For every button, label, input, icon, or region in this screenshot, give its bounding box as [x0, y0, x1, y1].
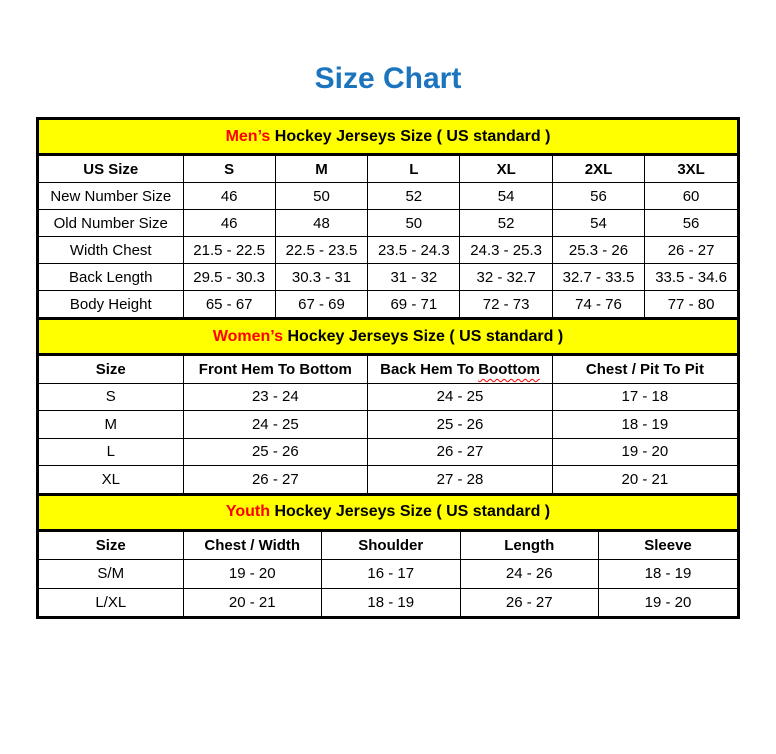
- col-header-cell: M: [275, 155, 367, 183]
- col-header-cell: Front Hem To Bottom: [183, 355, 368, 384]
- mens-section-title: [39, 120, 737, 155]
- value-cell: 77 - 80: [645, 291, 737, 318]
- womens-section-banner: [39, 319, 737, 355]
- value-cell: 50: [275, 183, 367, 210]
- value-cell: 54: [552, 210, 644, 237]
- value-cell: 20 - 21: [183, 588, 322, 616]
- table-row: [39, 264, 737, 291]
- womens-header-row: [39, 355, 737, 384]
- table-row: [39, 237, 737, 264]
- value-cell: 26 - 27: [645, 237, 737, 264]
- table-row: [39, 560, 737, 589]
- size-chart: [36, 117, 740, 619]
- row-label-cell: L: [39, 438, 183, 466]
- col-header-cell: Chest / Pit To Pit: [552, 355, 737, 384]
- value-cell: 30.3 - 31: [275, 264, 367, 291]
- table-row: [39, 466, 737, 493]
- youth-section-title: [39, 494, 737, 530]
- value-cell: 46: [183, 183, 275, 210]
- value-cell: 20 - 21: [552, 466, 737, 493]
- value-cell: 69 - 71: [368, 291, 460, 318]
- youth-title-rest: Hockey Jerseys Size ( US standard ): [270, 503, 551, 520]
- value-cell: 21.5 - 22.5: [183, 237, 275, 264]
- value-cell: 48: [275, 210, 367, 237]
- col-header-cell: S: [183, 155, 275, 183]
- value-cell: 16 - 17: [322, 560, 461, 589]
- row-label-cell: L/XL: [39, 588, 183, 616]
- col-header-cell: Size: [39, 355, 183, 384]
- value-cell: 32.7 - 33.5: [552, 264, 644, 291]
- value-cell: 67 - 69: [275, 291, 367, 318]
- col-header-cell: Sleeve: [599, 530, 738, 560]
- value-cell: 72 - 73: [460, 291, 552, 318]
- value-cell: 23 - 24: [183, 383, 368, 411]
- value-cell: 50: [368, 210, 460, 237]
- value-cell: 25.3 - 26: [552, 237, 644, 264]
- col-header-cell: US Size: [39, 155, 183, 183]
- mens-section-banner: [39, 120, 737, 155]
- mens-title-rest: Hockey Jerseys Size ( US standard ): [270, 127, 551, 145]
- value-cell: 18 - 19: [599, 560, 738, 589]
- table-row: [39, 588, 737, 616]
- value-cell: 19 - 20: [599, 588, 738, 616]
- row-label-cell: Old Number Size: [39, 210, 183, 237]
- value-cell: 19 - 20: [183, 560, 322, 589]
- row-label-cell: M: [39, 411, 183, 439]
- col-header-cell: 3XL: [645, 155, 737, 183]
- value-cell: 24 - 25: [183, 411, 368, 439]
- value-cell: 60: [645, 183, 737, 210]
- col-header-cell: Size: [39, 530, 183, 560]
- col-header-cell: Shoulder: [322, 530, 461, 560]
- value-cell: 74 - 76: [552, 291, 644, 318]
- womens-size-table: [39, 317, 737, 493]
- value-cell: 56: [645, 210, 737, 237]
- value-cell: 27 - 28: [368, 466, 553, 493]
- col-header-cell: XL: [460, 155, 552, 183]
- row-label-cell: Back Length: [39, 264, 183, 291]
- back-hem-label-prefix: Back Hem To: [380, 360, 479, 378]
- table-row: [39, 210, 737, 237]
- back-hem-typo-word: Boottom: [478, 360, 540, 378]
- youth-size-table: [39, 493, 737, 617]
- value-cell: 24 - 26: [460, 560, 599, 589]
- value-cell: 18 - 19: [552, 411, 737, 439]
- value-cell: 24.3 - 25.3: [460, 237, 552, 264]
- value-cell: 32 - 32.7: [460, 264, 552, 291]
- mens-title-red-word: Men’s: [225, 127, 271, 145]
- table-row: [39, 383, 737, 411]
- row-label-cell: Body Height: [39, 291, 183, 318]
- value-cell: 52: [368, 183, 460, 210]
- value-cell: 19 - 20: [552, 438, 737, 466]
- row-label-cell: Width Chest: [39, 237, 183, 264]
- value-cell: 56: [552, 183, 644, 210]
- mens-header-row: [39, 155, 737, 183]
- row-label-cell: XL: [39, 466, 183, 493]
- value-cell: 65 - 67: [183, 291, 275, 318]
- value-cell: 26 - 27: [368, 438, 553, 466]
- value-cell: 52: [460, 210, 552, 237]
- womens-title-red-word: Women’s: [212, 327, 284, 345]
- value-cell: 26 - 27: [460, 588, 599, 616]
- value-cell: 29.5 - 30.3: [183, 264, 275, 291]
- value-cell: 33.5 - 34.6: [645, 264, 737, 291]
- value-cell: 23.5 - 24.3: [368, 237, 460, 264]
- value-cell: 54: [460, 183, 552, 210]
- womens-section-title: [39, 319, 737, 355]
- page-title: Size Chart: [314, 62, 462, 95]
- value-cell: 31 - 32: [368, 264, 460, 291]
- col-header-cell: 2XL: [552, 155, 644, 183]
- mens-size-table: [39, 120, 737, 317]
- col-header-cell-with-typo: [368, 355, 553, 384]
- value-cell: 24 - 25: [368, 383, 553, 411]
- row-label-cell: New Number Size: [39, 183, 183, 210]
- value-cell: 18 - 19: [322, 588, 461, 616]
- col-header-cell: L: [368, 155, 460, 183]
- value-cell: 25 - 26: [183, 438, 368, 466]
- youth-header-row: [39, 530, 737, 560]
- value-cell: 22.5 - 23.5: [275, 237, 367, 264]
- table-row: [39, 183, 737, 210]
- womens-title-rest: Hockey Jerseys Size ( US standard ): [283, 327, 564, 345]
- table-row: [39, 438, 737, 466]
- table-row: [39, 411, 737, 439]
- value-cell: 46: [183, 210, 275, 237]
- value-cell: 26 - 27: [183, 466, 368, 493]
- youth-section-banner: [39, 494, 737, 530]
- row-label-cell: S/M: [39, 560, 183, 589]
- table-row: [39, 291, 737, 318]
- youth-title-red-word: Youth: [225, 503, 270, 520]
- value-cell: 25 - 26: [368, 411, 553, 439]
- value-cell: 17 - 18: [552, 383, 737, 411]
- col-header-cell: Length: [460, 530, 599, 560]
- col-header-cell: Chest / Width: [183, 530, 322, 560]
- row-label-cell: S: [39, 383, 183, 411]
